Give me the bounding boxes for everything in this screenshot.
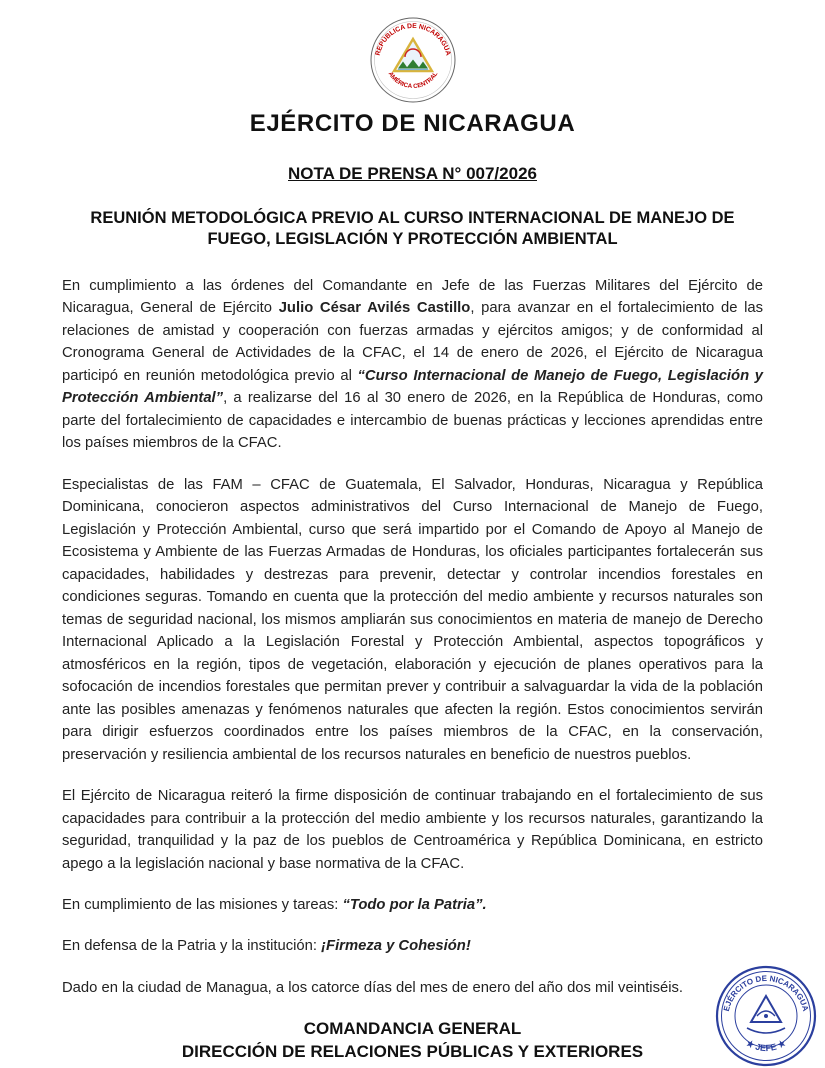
paragraph xyxy=(62,894,763,916)
army-chief-seal-icon xyxy=(713,964,819,1068)
paragraph-text: Especialistas de las FAM – CFAC de Guatemala, El Salvador, Honduras, Nicaragua y República Dominicana, conocieron aspectos administrativos del Curso Internacional de Manejo de Fuego, Legislación y Protección Ambiental, curso que será impartido por el Comando de Apoyo al Manejo de Ecosistema y Ambiente de las Fuerzas Armadas de Honduras, los oficiales participantes fortalecerán sus capacidades, habilidades y destrezas para prevenir, detectar y controlar incendios forestales en condiciones seguras. Tomando en cuenta que la protección del medio ambiente y recursos naturales son temas de seguridad nacional, los mismos ampliarán sus conocimientos en materia de manejo de Derecho Internacional Aplicado a la Legislación Forestal y Protección Ambiental, aspectos topográficos y atmosféricos en la región, tipos de vegetación, elaboración y ejecución de planes operativos para la sofocación de incendios forestales que permitan prever y contribuir a salvaguardar la vida de la población ante las posibles amenazas y fenómenos naturales que afecten la región. Estos conocimientos servirán para dirigir esfuerzos coordinados entre los países miembros de la CFAC, en la conservación, preservación y resiliencia ambiental de los recursos naturales en beneficio de nuestros pueblos. xyxy=(62,476,763,763)
paragraph-text: Julio César Avilés Castillo xyxy=(278,300,471,317)
seal-bottom-text: AMÉRICA CENTRAL xyxy=(386,70,439,91)
paragraph-text: “Curso Internacional de Manejo de Fuego, Legislación y Protección Ambiental” xyxy=(62,367,764,407)
army-seal-jefe-text: ★ JEFE ★ xyxy=(744,1037,788,1054)
press-note-number: NOTA DE PRENSA N° 007/2026 xyxy=(288,164,537,183)
headline: REUNIÓN METODOLÓGICA PREVIO AL CURSO INTERNACIONAL DE MANEJO DE FUEGO, LEGISLACIÓN Y PROTECCIÓN AMBIENTAL xyxy=(90,209,735,249)
paragraph xyxy=(62,977,763,999)
paragraph xyxy=(62,785,763,875)
paragraph-text: El Ejército de Nicaragua reiteró la firme disposición de continuar trabajando en el fortalecimiento de sus capacidades para contribuir a la protección del medio ambiente y los recursos naturales, garantizando la seguridad, tranquilidad y la paz de los pueblos de Centroamérica y República Dominicana, en estricto apego a la legislación nacional y base normativa de la CFAC. xyxy=(62,788,763,872)
paragraph xyxy=(62,474,763,766)
paragraph xyxy=(62,935,763,957)
paragraph-text: ¡Firmeza y Cohesión! xyxy=(321,938,471,955)
paragraph-text: , para avanzar en el fortalecimiento de las relaciones de amistad y cooperación con fuerzas armadas y ejércitos amigos; y de conformidad al Cronograma General de Actividades de la CFAC, el 14 de enero de 2026, el Ejército de Nicaragua participó en reunión metodológica previo al xyxy=(62,300,764,384)
paragraph-text: Dado en la ciudad de Managua, a los catorce días del mes de enero del año dos mil veintiséis. xyxy=(62,979,684,996)
army-seal-top-text: EJÉRCITO DE NICARAGUA xyxy=(721,973,811,1013)
paragraph-text: En cumplimiento a las órdenes del Comandante en Jefe de las Fuerzas Militares del Ejército de Nicaragua, General de Ejército xyxy=(62,277,763,317)
footer xyxy=(0,1018,825,1064)
footer-directorate: DIRECCIÓN DE RELACIONES PÚBLICAS Y EXTERIORES xyxy=(181,1042,644,1062)
body-paragraphs xyxy=(62,275,763,1000)
paragraph-text: En cumplimiento de las misiones y tareas: xyxy=(62,896,343,913)
footer-command: COMANDANCIA GENERAL xyxy=(303,1019,522,1039)
paragraph-text: “Todo por la Patria”. xyxy=(342,896,487,913)
republic-of-nicaragua-seal-icon xyxy=(369,16,457,104)
page-title: EJÉRCITO DE NICARAGUA xyxy=(249,110,576,137)
paragraph-text: , a realizarse del 16 al 30 enero de 2026, en la República de Honduras, como parte del fortalecimiento de capacidades e intercambio de buenas prácticas y lecciones aprendidas entre los países miembros de la CFAC. xyxy=(62,390,763,452)
seal-top-text: REPÚBLICA DE NICARAGUA xyxy=(374,22,451,57)
paragraph-text: En defensa de la Patria y la institución: xyxy=(62,938,322,955)
paragraph xyxy=(62,275,763,455)
